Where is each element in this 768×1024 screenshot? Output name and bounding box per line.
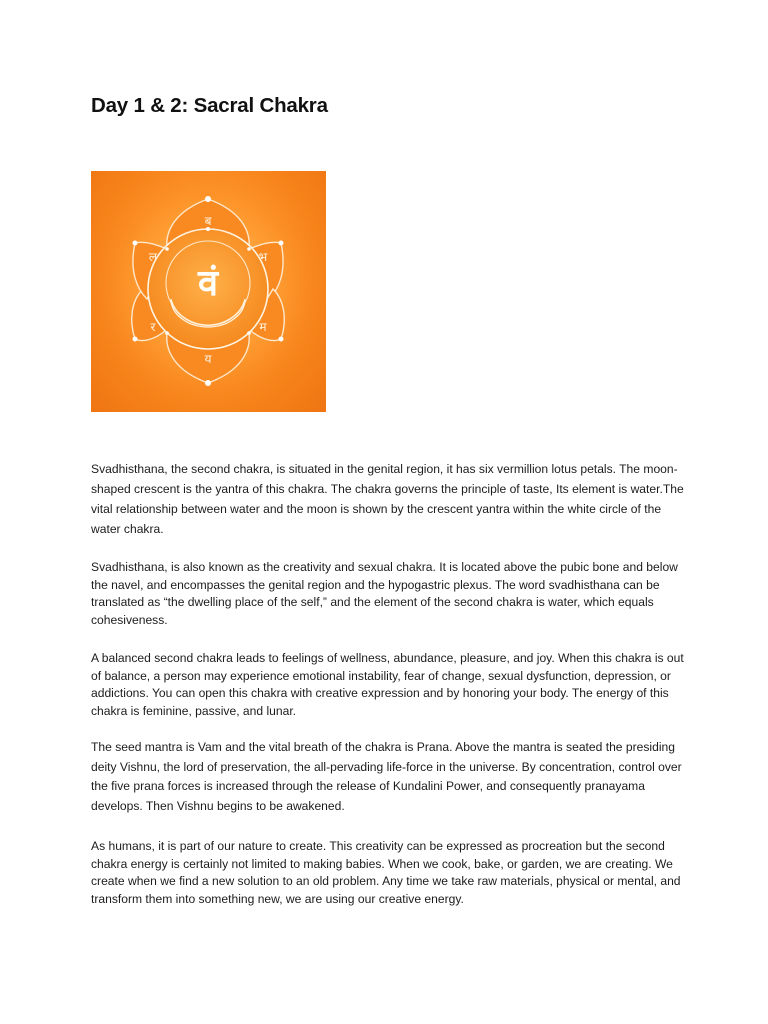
petal-glyph: ब [204, 214, 212, 228]
petal-glyph: म [259, 320, 267, 334]
paragraph: The seed mantra is Vam and the vital breath of the chakra is Prana. Above the mantra is seated the presiding deity Vishnu, the lord of preservation, the all-pervading life-force in the universe. By concentration, control over the five prana forces is increased through the release of Kundalini Power, and consequently pranayama develops. Then Vishnu begins to be awakened. [91, 740, 682, 813]
petal-glyph: य [204, 352, 212, 366]
petal-glyph: भ [258, 250, 268, 264]
center-glyph: वं [197, 263, 219, 304]
paragraph: Svadhisthana, the second chakra, is situated in the genital region, it has six vermillion lotus petals. The moon-shaped crescent is the yantra of this chakra. The chakra governs the principle of taste, Its element is water.The vital relationship between water and the moon is shown by the crescent yantra within the white circle of the water chakra. [91, 462, 684, 536]
sacral-chakra-image [91, 171, 326, 412]
petal-glyph: र [150, 320, 156, 334]
petal-glyph: ल [148, 250, 158, 264]
page-title: Day 1 & 2: Sacral Chakra [91, 94, 328, 117]
sacral-chakra-symbol-icon [91, 171, 326, 412]
paragraph: As humans, it is part of our nature to create. This creativity can be expressed as procreation but the second chakra energy is certainly not limited to making babies. When we cook, bake, or garden, we are creating. We create when we find a new solution to an old problem. Any time we take raw materials, physical or mental, and transform them into something new, we are using our creative energy. [91, 839, 681, 906]
paragraph: A balanced second chakra leads to feelings of wellness, abundance, pleasure, and joy. When this chakra is out of balance, a person may experience emotional instability, fear of change, sexual dysfunction, depression, or addictions. You can open this chakra with creative expression and by honoring your body. The energy of this chakra is feminine, passive, and lunar. [91, 651, 684, 718]
paragraph: Svadhisthana, is also known as the creativity and sexual chakra. It is located above the pubic bone and below the navel, and encompasses the genital region and the hypogastric plexus. The word svadhisthana can be translated as “the dwelling place of the self,” and the element of the second chakra is water, which equals cohesiveness. [91, 560, 678, 627]
